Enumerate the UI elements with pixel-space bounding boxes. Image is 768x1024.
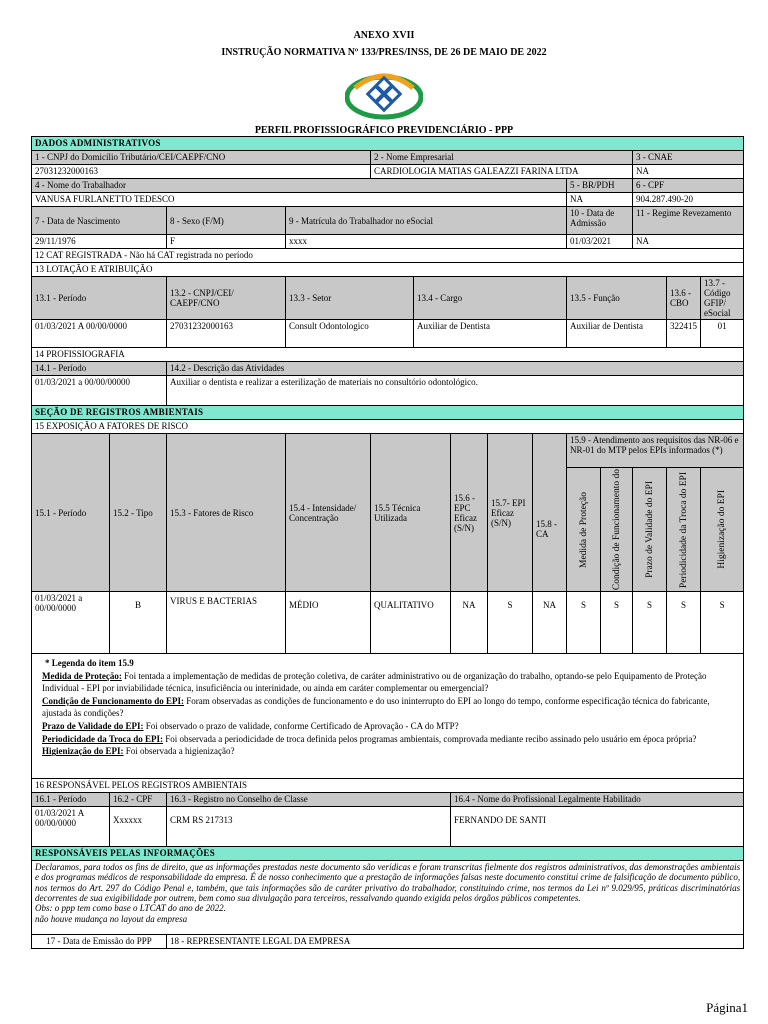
amb-periodicidade-value: S — [667, 592, 701, 654]
trabalhador-label: 4 - Nome do Trabalhador — [32, 179, 567, 193]
lotacao-cnpj-label: 13.2 - CNPJ/CEI/ CAEPF/CNO — [167, 277, 286, 320]
amb-prazo-value: S — [633, 592, 667, 654]
annex-title: ANEXO XVII — [353, 30, 415, 41]
lotacao-cbo-label: 13.6 - CBO — [667, 277, 701, 320]
instruction-title: INSTRUÇÃO NORMATIVA Nº 133/PRES/INSS, DE 26 DE MAIO DE 2022 — [221, 47, 547, 58]
legenda-box — [32, 654, 744, 779]
lotacao-periodo-label: 13.1 - Período — [32, 277, 167, 320]
prof-periodo-value: 01/03/2021 a 00/00/00000 — [32, 376, 167, 406]
resp-registro-value: CRM RS 217313 — [167, 807, 451, 847]
sexo-value: F — [167, 235, 286, 249]
nome-empresarial-label: 2 - Nome Empresarial — [371, 151, 633, 165]
legenda-prazo-label: Prazo de Validade do EPI: — [42, 721, 144, 732]
amb-epc-value: NA — [451, 592, 488, 654]
resp-cpf-label: 16.2 - CPF — [110, 793, 167, 807]
amb-intensidade-value: MÉDIO — [286, 592, 371, 654]
representante-label: 18 - REPRESENTANTE LEGAL DA EMPRESA — [167, 935, 744, 949]
brpdh-label: 5 - BR/PDH — [567, 179, 633, 193]
prof-periodo-label: 14.1 - Período — [32, 362, 167, 376]
matricula-value: xxxx — [286, 235, 567, 249]
resp-registro-label: 16.3 - Registro no Conselho de Classe — [167, 793, 451, 807]
amb-atendimento-label: 15.9 - Atendimento aos requisitos das NR-06 e NR-01 do MTP pelos EPIs informados (*) — [567, 434, 744, 468]
cpf-label: 6 - CPF — [633, 179, 744, 193]
trabalhador-value: VANUSA FURLANETTO TEDESCO — [32, 193, 567, 207]
amb-tecnica-value: QUALITATIVO — [371, 592, 451, 654]
cnae-label: 3 - CNAE — [633, 151, 744, 165]
prof-descricao-value: Auxiliar o dentista e realizar a esterilização de materiais no consultório odontológico. — [167, 376, 744, 406]
legenda-condicao-text: Foram observadas as condições de funcionamento e do uso ininterrupto do EPI ao longo do tempo, conforme especificação técnica do fabricante, ajustada às condições? — [42, 695, 710, 719]
lotacao-gfip-label: 13.7 - Código GFIP/ eSocial — [701, 277, 744, 320]
obs-text: Obs: o ppp tem como base o LTCAT do ano de 2022. — [35, 903, 226, 914]
section-dados-administrativos: DADOS ADMINISTRATIVOS — [32, 137, 744, 151]
section-registros-ambientais: SEÇÃO DE REGISTROS AMBIENTAIS — [32, 406, 744, 420]
legenda-higienizacao-label: Higienização do EPI: — [42, 746, 124, 757]
lotacao-funcao-label: 13.5 - Função — [567, 277, 667, 320]
amb-condicao-value: S — [601, 592, 633, 654]
amb-higienizacao-value: S — [701, 592, 744, 654]
amb-condicao-label: Condição de Funcionamento do — [611, 469, 622, 591]
cnpj-label: 1 - CNPJ do Domicílio Tributário/CEI/CAEPF/CNO — [32, 151, 371, 165]
lotacao-cbo-value: 322415 — [667, 320, 701, 348]
legenda-medida-label: Medida de Proteção: — [42, 670, 122, 681]
amb-periodo-value: 01/03/2021 a 00/00/0000 — [32, 592, 110, 654]
admissao-value: 01/03/2021 — [567, 235, 633, 249]
nascimento-label: 7 - Data de Nascimento — [32, 207, 167, 235]
lotacao-periodo-value: 01/03/2021 A 00/00/0000 — [32, 320, 167, 348]
section-profissiografia: 14 PROFISSIOGRAFIA — [32, 348, 744, 362]
sexo-label: 8 - Sexo (F/M) — [167, 207, 286, 235]
lotacao-cnpj-value: 27031232000163 — [167, 320, 286, 348]
legenda-prazo-text: Foi observado o prazo de validade, conforme Certificado de Aprovação - CA do MTP? — [145, 721, 459, 732]
amb-epi-value: S — [488, 592, 533, 654]
amb-fatores-value: VIRUS E BACTERIAS — [167, 592, 286, 654]
resp-cpf-value: Xxxxxx — [110, 807, 167, 847]
lotacao-cargo-value: Auxiliar de Dentista — [414, 320, 567, 348]
lotacao-setor-value: Consult Odontologico — [286, 320, 414, 348]
amb-intensidade-label: 15.4 - Intensidade/ Concentração — [286, 434, 371, 592]
matricula-label: 9 - Matrícula do Trabalhador no eSocial — [286, 207, 567, 235]
brpdh-value: NA — [567, 193, 633, 207]
exposicao-title: 15 EXPOSIÇÃO A FATORES DE RISCO — [32, 420, 744, 434]
resp-nome-value: FERNANDO DE SANTI — [451, 807, 744, 847]
lotacao-gfip-value: 01 — [701, 320, 744, 348]
amb-medida-value: S — [567, 592, 601, 654]
amb-medida-label: Medida de Proteção — [578, 491, 589, 568]
legenda-condicao-label: Condição de Funcionamento do EPI: — [42, 695, 185, 706]
cat-registrada: 12 CAT REGISTRADA - Não há CAT registrada no período — [32, 249, 744, 263]
amb-higienizacao-label: Higienização do EPI — [717, 490, 728, 569]
amb-prazo-label: Prazo de Validade do EPI — [644, 481, 655, 579]
regime-label: 11 - Regime Revezamento — [633, 207, 744, 235]
amb-ca-value: NA — [533, 592, 567, 654]
layout-text: não houve mudança no layout da empresa — [35, 913, 188, 924]
legenda-medida-text: Foi tentada a implementação de medidas de proteção coletiva, de caráter administrativo ou de organização do trabalho, optando-se pelo Equipamento de Proteção Individual - EPI por inviabilidade técnica, insuficiência ou interinidade, ou ainda em caráter complementar ou emergencial? — [42, 670, 707, 694]
inss-logo-icon — [345, 64, 423, 120]
legenda-periodicidade-label: Periodicidade da Troca do EPI: — [42, 733, 164, 744]
lotacao-setor-label: 13.3 - Setor — [286, 277, 414, 320]
cnae-value: NA — [633, 165, 744, 179]
resp-nome-label: 16.4 - Nome do Profissional Legalmente Habilitado — [451, 793, 744, 807]
amb-epi-label: 15.7- EPI Eficaz (S/N) — [488, 434, 533, 592]
amb-tipo-value: B — [110, 592, 167, 654]
resp-periodo-value: 01/03/2021 A 00/00/0000 — [32, 807, 110, 847]
lotacao-cargo-label: 13.4 - Cargo — [414, 277, 567, 320]
amb-ca-label: 15.8 - CA — [533, 468, 567, 592]
amb-tecnica-label: 15.5 Técnica Utilizada — [371, 434, 451, 592]
resp-periodo-label: 16.1 - Período — [32, 793, 110, 807]
admissao-label: 10 - Data de Admissão — [567, 207, 633, 235]
section-responsavel-ambiental: 16 RESPONSÁVEL PELOS REGISTROS AMBIENTAIS — [32, 779, 744, 793]
legenda-title: * Legenda do item 15.9 — [45, 658, 134, 669]
page-number: Página1 — [706, 1000, 748, 1015]
section-lotacao: 13 LOTAÇÃO E ATRIBUIÇÃO — [32, 263, 744, 277]
declaracao-box — [32, 861, 744, 935]
ppp-form — [31, 136, 744, 949]
legenda-periodicidade-text: Foi observada a periodicidade de troca definida pelos programas ambientais, comprovada mediante recibo assinado pelo usuário em época própria? — [165, 733, 697, 744]
regime-value: NA — [633, 235, 744, 249]
cpf-value: 904.287.490-20 — [633, 193, 744, 207]
data-emissao-label: 17 - Data de Emissão do PPP — [32, 935, 167, 949]
legenda-higienizacao-text: Foi observada a higienização? — [125, 746, 235, 757]
cnpj-value: 27031232000163 — [32, 165, 371, 179]
nascimento-value: 29/11/1976 — [32, 235, 167, 249]
amb-fatores-label: 15.3 - Fatores de Risco — [167, 434, 286, 592]
amb-periodicidade-label: Periodicidade da Troca do EPI — [678, 471, 689, 588]
form-title: PERFIL PROFISSIOGRÁFICO PREVIDENCIÁRIO - PPP — [254, 125, 514, 136]
section-responsaveis: RESPONSÁVEIS PELAS INFORMAÇÕES — [32, 847, 744, 861]
nome-empresarial-value: CARDIOLOGIA MATIAS GALEAZZI FARINA LTDA — [371, 165, 633, 179]
prof-descricao-label: 14.2 - Descrição das Atividades — [167, 362, 744, 376]
lotacao-funcao-value: Auxiliar de Dentista — [567, 320, 667, 348]
amb-epc-label: 15.6 - EPC Eficaz (S/N) — [451, 434, 488, 592]
declaracao-text: Declaramos, para todos os fins de direito, que as informações prestadas neste documento são verídicas e foram transcritas fielmente dos registros administrativos, das demonstrações ambientais e dos programas médicos de responsabilidade da empresa. É de nosso conhecimento que a prestação de informações falsas neste documento constitui crime de falsificação de documento público, nos termos do Art. 297 do Código Penal e, também, que tais informações são de caráter privativo do trabalhador, constituindo crime, nos termos da Lei nº 9.029/95, práticas discriminatórias decorrentes de sua exigibilidade por outrem, bem como sua divulgação para terceiros, ressalvando quando exigida pelos órgãos públicos competentes. — [35, 862, 741, 903]
amb-periodo-label: 15.1 - Período — [32, 434, 110, 592]
amb-tipo-label: 15.2 - Tipo — [110, 434, 167, 592]
